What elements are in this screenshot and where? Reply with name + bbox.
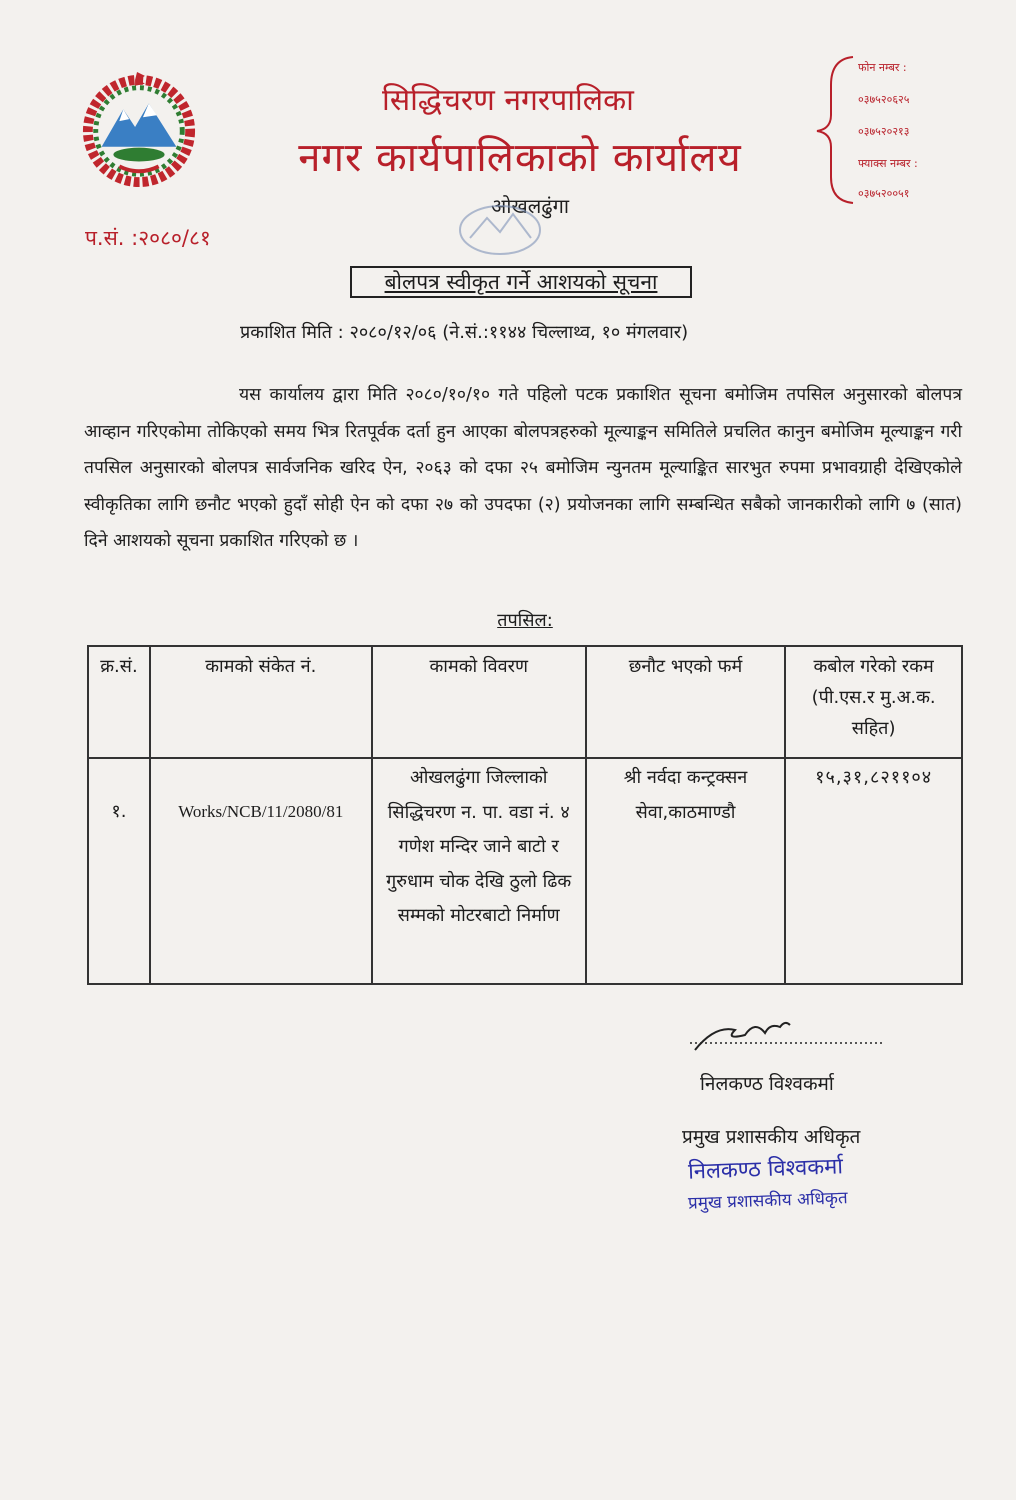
reference-number: प.सं. :२०८०/८१ bbox=[85, 226, 211, 250]
published-date: प्रकाशित मिति : २०८०/१२/०६ (ने.सं.:११४४ चिल्लाथ्व, १० मंगलवार) bbox=[240, 322, 689, 343]
phone-number-2: ०३७५२०२१३ bbox=[858, 125, 910, 138]
notice-title: बोलपत्र स्वीकृत गर्ने आशयको सूचना bbox=[350, 266, 692, 298]
bid-table bbox=[87, 645, 963, 985]
notice-paragraph: यस कार्यालय द्वारा मिति २०८०/१०/१० गते पहिलो पटक प्रकाशित सूचना बमोजिम तपसिल अनुसारको बोलपत्र आव्हान गरिएकोमा तोकिएको समय भित्र रितपूर्वक दर्ता हुन आएका बोलपत्रहरुको मूल्याङ्कन समितिले प्रचलित कानुन बमोजिम मूल्याङ्कन गरी तपसिल अनुसारको बोलपत्र सार्वजनिक खरिद ऐन, २०६३ को दफा २५ बमोजिम न्युनतम मूल्याङ्कित सारभुत रुपमा प्रभावग्राही देखिएकोले स्वीकृतिका लागि छनौट भएको हुदाँ सोही ऐन को दफा २७ को उपदफा (२) प्रयोजनका लागि सम्बन्धित सबैको जानकारीको लागि ७ (सात) दिने आशयको सूचना प्रकाशित गरिएको छ । bbox=[84, 385, 962, 552]
municipality-name: सिद्धिचरण नगरपालिका bbox=[382, 83, 634, 118]
cell-firm: श्री नर्वदा कन्ट्रक्सन सेवा,काठमाण्डौ bbox=[586, 758, 785, 984]
notice-body bbox=[84, 377, 962, 560]
signature-icon bbox=[685, 1005, 885, 1065]
header-code: कामको संकेत नं. bbox=[150, 646, 372, 758]
header-amount: कबोल गरेको रकम (पी.एस.र मु.अ.क. सहित) bbox=[785, 646, 962, 758]
phone-label: फोन नम्बर : bbox=[858, 61, 907, 74]
contact-brace-icon bbox=[815, 55, 855, 205]
office-name: नगर कार्यपालिकाको कार्यालय bbox=[298, 135, 742, 181]
cell-serial: १. bbox=[88, 758, 150, 984]
cell-description: ओखलढुंगा जिल्लाको सिद्धिचरण न. पा. वडा नं. ४ गणेश मन्दिर जाने बाटो र गुरुधाम चोक देखि ठुलो ढिक सम्मको मोटरबाटो निर्माण bbox=[372, 758, 586, 984]
signatory-name: निलकण्ठ विश्वकर्मा bbox=[700, 1073, 834, 1095]
fax-number: ०३७५२००५१ bbox=[858, 187, 910, 200]
phone-number-1: ०३७५२०६२५ bbox=[858, 93, 910, 106]
cell-amount: १५,३१,८२११०४ bbox=[785, 758, 962, 984]
header-firm: छनौट भएको फर्म bbox=[586, 646, 785, 758]
stamp-signatory-title: प्रमुख प्रशासकीय अधिकृत bbox=[687, 1188, 848, 1214]
header-description: कामको विवरण bbox=[372, 646, 586, 758]
signatory-title: प्रमुख प्रशासकीय अधिकृत bbox=[682, 1126, 861, 1148]
cell-code: Works/NCB/11/2080/81 bbox=[150, 758, 372, 984]
stamp-signatory-name: निलकण्ठ विश्वकर्मा bbox=[687, 1154, 844, 1185]
header-serial: क्र.सं. bbox=[88, 646, 150, 758]
table-header-row bbox=[88, 646, 962, 758]
details-heading: तपसिल: bbox=[497, 610, 553, 631]
fax-label: फ्याक्स नम्बर : bbox=[858, 157, 918, 170]
district-name: ओखलढुंगा bbox=[490, 194, 570, 218]
office-stamp-icon bbox=[445, 200, 555, 260]
table-row bbox=[88, 758, 962, 984]
